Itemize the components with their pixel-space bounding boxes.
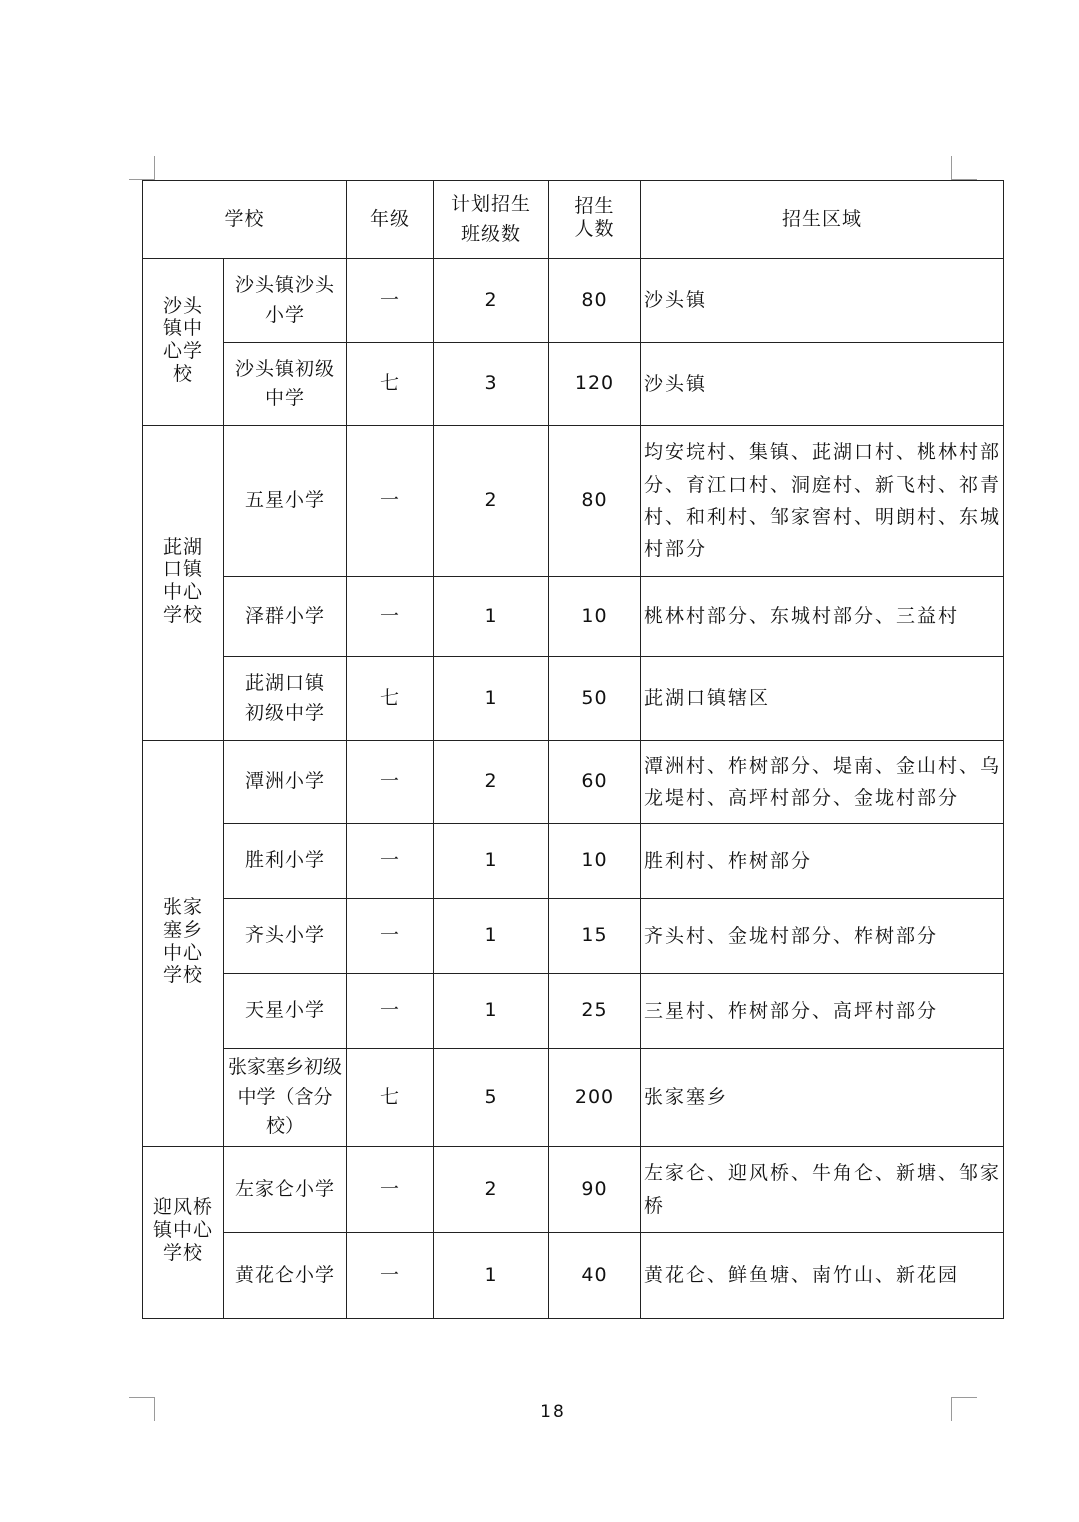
classes-cell: 1 [434, 1233, 549, 1319]
students-cell: 60 [549, 741, 641, 824]
students-cell: 120 [549, 343, 641, 426]
school-cell [224, 259, 347, 343]
group-name: 张家塞乡中心学校 [162, 896, 203, 987]
area-cell: 黄花仑、鲜鱼塘、南竹山、新花园 [641, 1233, 1004, 1319]
group-name: 茈湖口镇中心学校 [162, 535, 203, 626]
school-name: 茈湖口镇初级中学 [244, 672, 325, 724]
table-row [143, 1233, 1004, 1319]
area-cell: 桃林村部分、东城村部分、三益村 [641, 577, 1004, 657]
area-cell: 胜利村、柞树部分 [641, 824, 1004, 899]
grade-cell: 一 [347, 899, 434, 974]
students-cell: 80 [549, 426, 641, 577]
grade-cell: 一 [347, 259, 434, 343]
enrollment-table [142, 180, 1004, 1319]
group-name: 迎风桥镇中心学校 [152, 1196, 213, 1265]
classes-cell: 2 [434, 259, 549, 343]
grade-cell: 七 [347, 657, 434, 741]
header-school: 学校 [143, 181, 347, 259]
area-cell: 张家塞乡 [641, 1049, 1004, 1147]
area-cell: 沙头镇 [641, 343, 1004, 426]
area-cell: 三星村、柞树部分、高坪村部分 [641, 974, 1004, 1049]
school-name: 沙头镇初级中学 [235, 357, 336, 409]
crop-mark-top-left-v [154, 156, 155, 180]
area-cell: 齐头村、金垅村部分、柞树部分 [641, 899, 1004, 974]
school-cell: 齐头小学 [224, 899, 347, 974]
table-row [143, 657, 1004, 741]
grade-cell: 一 [347, 741, 434, 824]
students-cell: 90 [549, 1147, 641, 1233]
table-row [143, 741, 1004, 824]
grade-cell: 一 [347, 426, 434, 577]
school-cell: 五星小学 [224, 426, 347, 577]
classes-cell: 1 [434, 657, 549, 741]
grade-cell: 一 [347, 974, 434, 1049]
classes-cell: 2 [434, 1147, 549, 1233]
area-cell: 沙头镇 [641, 259, 1004, 343]
school-cell: 胜利小学 [224, 824, 347, 899]
students-cell: 25 [549, 974, 641, 1049]
school-cell [224, 657, 347, 741]
table-row [143, 577, 1004, 657]
grade-cell: 一 [347, 824, 434, 899]
school-cell: 黄花仑小学 [224, 1233, 347, 1319]
classes-cell: 1 [434, 974, 549, 1049]
header-row [143, 181, 1004, 259]
crop-mark-bottom-left-h [129, 1397, 155, 1398]
table-row [143, 343, 1004, 426]
page-number: 18 [540, 1402, 566, 1422]
header-grade: 年级 [347, 181, 434, 259]
school-cell [224, 1049, 347, 1147]
students-cell: 40 [549, 1233, 641, 1319]
students-cell: 10 [549, 577, 641, 657]
area-cell: 茈湖口镇辖区 [641, 657, 1004, 741]
classes-cell: 1 [434, 824, 549, 899]
students-cell: 200 [549, 1049, 641, 1147]
crop-mark-top-right-v [951, 156, 952, 180]
header-classes-label: 计划招生班级数 [451, 193, 532, 245]
classes-cell: 1 [434, 899, 549, 974]
classes-cell: 3 [434, 343, 549, 426]
classes-cell: 2 [434, 741, 549, 824]
group-cell [143, 259, 224, 426]
crop-mark-bottom-right-h [951, 1397, 977, 1398]
area-cell: 左家仑、迎风桥、牛角仑、新塘、邹家桥 [641, 1147, 1004, 1233]
school-cell: 天星小学 [224, 974, 347, 1049]
classes-cell: 5 [434, 1049, 549, 1147]
header-students-label: 招生人数 [574, 194, 615, 240]
area-cell: 均安垸村、集镇、茈湖口村、桃林村部分、育江口村、洞庭村、新飞村、祁青村、和利村、邹家窖村、明朗村、东城村部分 [641, 426, 1004, 577]
table-row [143, 824, 1004, 899]
students-cell: 80 [549, 259, 641, 343]
table-row [143, 1049, 1004, 1147]
header-classes [434, 181, 549, 259]
table-row [143, 259, 1004, 343]
students-cell: 10 [549, 824, 641, 899]
table-row [143, 1147, 1004, 1233]
school-name: 张家塞乡初级中学（含分校） [227, 1056, 342, 1138]
students-cell: 15 [549, 899, 641, 974]
group-cell [143, 1147, 224, 1319]
school-name: 沙头镇沙头小学 [235, 274, 336, 326]
table-row [143, 426, 1004, 577]
grade-cell: 七 [347, 1049, 434, 1147]
area-cell: 潭洲村、柞树部分、堤南、金山村、乌龙堤村、高坪村部分、金垅村部分 [641, 741, 1004, 824]
group-name: 沙头镇中心学校 [162, 294, 203, 385]
grade-cell: 一 [347, 1233, 434, 1319]
students-cell: 50 [549, 657, 641, 741]
grade-cell: 一 [347, 577, 434, 657]
group-cell [143, 426, 224, 741]
header-students [549, 181, 641, 259]
table-row [143, 974, 1004, 1049]
grade-cell: 一 [347, 1147, 434, 1233]
school-cell: 左家仑小学 [224, 1147, 347, 1233]
school-cell [224, 343, 347, 426]
group-cell [143, 741, 224, 1147]
table-row [143, 899, 1004, 974]
classes-cell: 1 [434, 577, 549, 657]
school-cell: 泽群小学 [224, 577, 347, 657]
header-area: 招生区域 [641, 181, 1004, 259]
classes-cell: 2 [434, 426, 549, 577]
grade-cell: 七 [347, 343, 434, 426]
school-cell: 潭洲小学 [224, 741, 347, 824]
